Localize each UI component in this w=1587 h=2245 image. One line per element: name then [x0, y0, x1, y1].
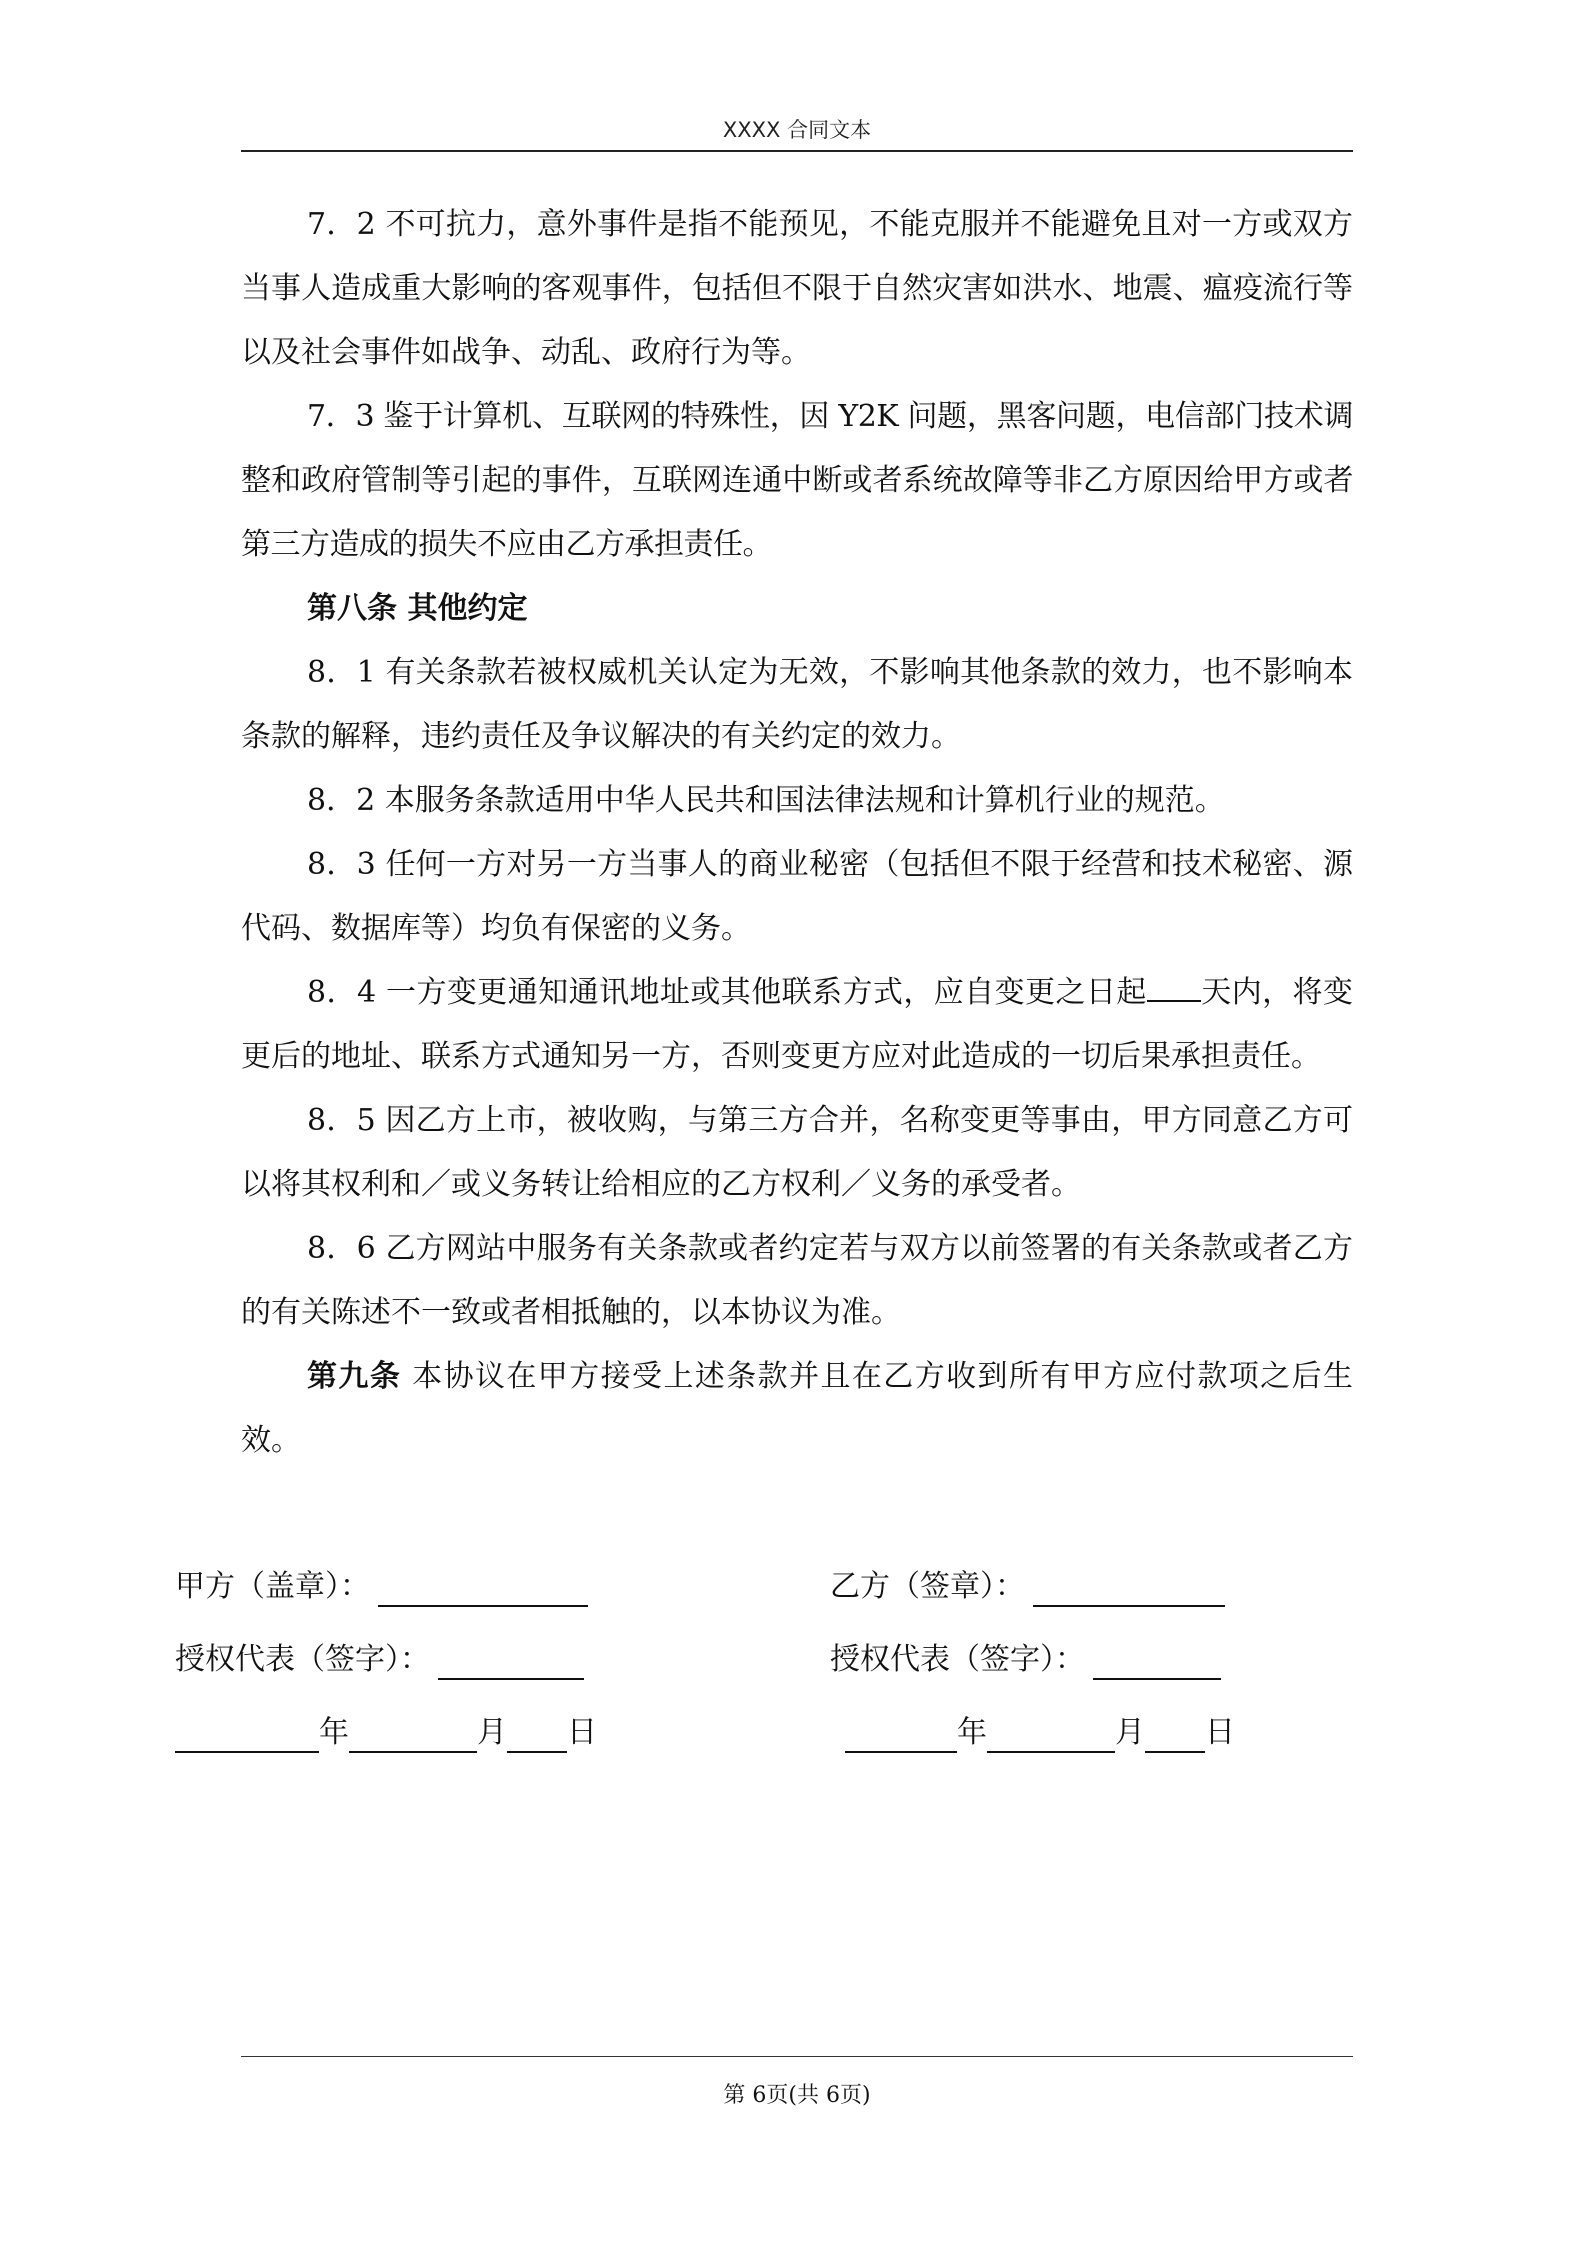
party-a-rep-line [438, 1648, 584, 1680]
party-b-seal-label: 乙方（签章）： [830, 1569, 1025, 1604]
party-b-day-line [1145, 1721, 1205, 1753]
party-b-year-label: 年 [957, 1715, 987, 1750]
clause-8-6: 8．6 乙方网站中服务有关条款或者约定若与双方以前签署的有关条款或者乙方的有关陈述不一致或者相抵触的，以本协议为准。 [241, 1231, 1353, 1330]
party-b-year-line [845, 1721, 957, 1753]
clause-8-3: 8．3 任何一方对另一方当事人的商业秘密（包括但不限于经营和技术秘密、源代码、数据库等）均负有保密的义务。 [241, 847, 1353, 946]
clause-8-2: 8．2 本服务条款适用中华人民共和国法律法规和计算机行业的规范。 [307, 783, 1225, 818]
party-a-month-line [349, 1721, 477, 1753]
party-a-year-line [175, 1721, 319, 1753]
party-a-seal-row [175, 1567, 588, 1607]
section-9-label: 第九条 [307, 1359, 402, 1394]
clause-8-4-part-b: 天内，将变更后的地址、联系方式通知另一方，否则变更方应对此造成的一切后果承担责任。 [241, 975, 1353, 1074]
section-9 [241, 1345, 1353, 1473]
party-b-month-line [987, 1721, 1115, 1753]
document-header: XXXX 合同文本 [722, 118, 872, 142]
contract-body [241, 193, 1353, 1473]
party-b-date-row [845, 1713, 1235, 1753]
party-b-rep-line [1093, 1648, 1221, 1680]
header-divider [241, 150, 1353, 152]
party-a-day-label: 日 [567, 1715, 597, 1750]
clause-8-4-part-a: 8．4 一方变更通知通讯地址或其他联系方式，应自变更之日起 [307, 975, 1147, 1010]
party-b-rep-label: 授权代表（签字）： [830, 1642, 1085, 1677]
clause-8-1: 8．1 有关条款若被权威机关认定为无效，不影响其他条款的效力，也不影响本条款的解释，违约责任及争议解决的有关约定的效力。 [241, 655, 1353, 754]
party-b-month-label: 月 [1115, 1715, 1145, 1750]
clause-7-3: 7．3 鉴于计算机、互联网的特殊性，因 Y2K 问题，黑客问题，电信部门技术调整和政府管制等引起的事件，互联网连通中断或者系统故障等非乙方原因给甲方或者第三方造成的损失不应由乙方承担责任。 [241, 399, 1353, 562]
party-a-seal-line [378, 1575, 588, 1607]
clause-7-2: 7．2 不可抗力，意外事件是指不能预见，不能克服并不能避免且对一方或双方当事人造成重大影响的客观事件，包括但不限于自然灾害如洪水、地震、瘟疫流行等以及社会事件如战争、动乱、政府行为等。 [241, 207, 1353, 370]
days-blank [1147, 974, 1201, 1002]
party-a-day-line [507, 1721, 567, 1753]
clause-8-5: 8．5 因乙方上市，被收购，与第三方合并，名称变更等事由，甲方同意乙方可以将其权利和／或义务转让给相应的乙方权利／义务的承受者。 [241, 1103, 1353, 1202]
page-number: 第 6页(共 6页) [723, 2083, 871, 2108]
party-a-rep-row [175, 1640, 584, 1680]
party-b-seal-line [1033, 1575, 1225, 1607]
party-a-month-label: 月 [477, 1715, 507, 1750]
party-a-date-row [175, 1713, 597, 1753]
party-b-rep-row [830, 1640, 1221, 1680]
section-9-text: 本协议在甲方接受上述条款并且在乙方收到所有甲方应付款项之后生效。 [241, 1359, 1353, 1458]
footer-divider [241, 2056, 1353, 2057]
party-a-year-label: 年 [319, 1715, 349, 1750]
party-a-rep-label: 授权代表（签字）： [175, 1642, 430, 1677]
party-a-seal-label: 甲方（盖章）： [175, 1569, 370, 1604]
party-b-day-label: 日 [1205, 1715, 1235, 1750]
party-b-seal-row [830, 1567, 1225, 1607]
section-8-title: 第八条 其他约定 [307, 591, 528, 626]
clause-8-4 [241, 961, 1353, 1089]
